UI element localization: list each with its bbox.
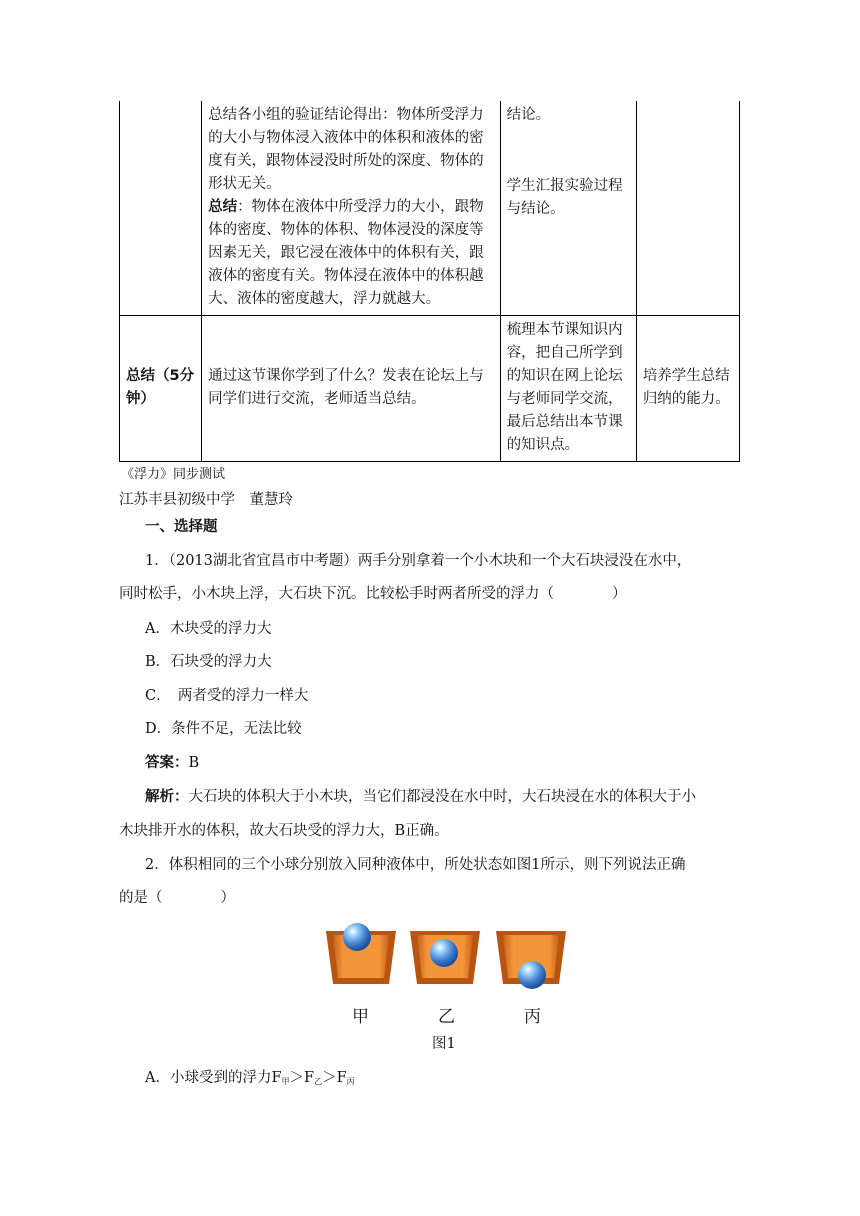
option-b: B．石块受的浮力大 xyxy=(145,654,272,670)
lesson-plan-table xyxy=(119,101,740,462)
ball-bing xyxy=(518,961,546,989)
cup-jia xyxy=(326,923,396,984)
cup-bing xyxy=(496,931,566,989)
subscript-jia: 甲 xyxy=(281,1077,290,1086)
student-activity-line1: 结论。 xyxy=(506,107,551,123)
question-1-line2: 同时松手，小木块上浮，大石块下沉。比较松手时两者所受的浮力（ ） xyxy=(119,586,627,602)
analysis-line1 xyxy=(145,787,696,807)
analysis-line2: 木块排开水的体积，故大石块受的浮力大，B正确。 xyxy=(119,823,449,839)
option-a-compare1: ＞F xyxy=(289,1070,315,1086)
summary-text: ：物体在液体中所受浮力的大小，跟物体的密度、物体的体积、物体浸没的深度等因素无关，跟它浸在液体中的体积有关，跟液体的密度有关。物体浸在液体中的体积越大、液体的密度越大，浮力就越大。 xyxy=(208,199,484,307)
teacher-activity: 通过这节课你学到了什么？发表在论坛上与同学们进行交流，老师适当总结。 xyxy=(202,316,500,462)
answer-label: 答案： xyxy=(145,755,189,771)
answer-line xyxy=(145,753,199,773)
table-cell xyxy=(500,101,636,316)
figure-1 xyxy=(326,920,566,1030)
author-line: 江苏丰县初级中学 董慧玲 xyxy=(119,492,293,508)
table-row xyxy=(120,101,740,316)
question-2-line2: 的是（ ） xyxy=(119,890,235,906)
question-2-option-a xyxy=(145,1068,355,1092)
student-activity-line2: 学生汇报实验过程与结论。 xyxy=(506,178,623,217)
analysis-label: 解析： xyxy=(145,789,189,805)
table-cell xyxy=(120,101,202,316)
option-a-compare2: ＞F xyxy=(322,1070,347,1086)
table-cell xyxy=(202,101,500,316)
table-cell xyxy=(636,101,739,316)
subscript-bing: 丙 xyxy=(346,1077,355,1086)
question-1-line1: 1．（2013湖北省宜昌市中考题）两手分别拿着一个小木块和一个大石块浸没在水中， xyxy=(145,553,692,569)
summary-conclusion xyxy=(208,196,493,311)
stage-label: 总结（5分钟） xyxy=(120,316,202,462)
summary-label: 总结 xyxy=(208,199,238,215)
section-heading: 一、选择题 xyxy=(145,519,218,535)
figure-label-jia: 甲 xyxy=(352,1007,369,1027)
design-intent: 培养学生总结归纳的能力。 xyxy=(636,316,739,462)
student-activity: 梳理本节课知识内容，把自己所学到的知识在网上论坛与老师同学交流，最后总结出本节课的知识点。 xyxy=(500,316,636,462)
question-2-line1: 2．体积相同的三个小球分别放入同种液体中，所处状态如图1所示，则下列说法正确 xyxy=(145,857,686,873)
analysis-text: 大石块的体积大于小木块，当它们都浸没在水中时，大石块浸在水的体积大于小 xyxy=(188,789,696,805)
ball-jia xyxy=(343,923,371,951)
table-row xyxy=(120,316,740,462)
cup-yi xyxy=(410,931,480,984)
ball-yi xyxy=(430,939,458,967)
option-d: D．条件不足，无法比较 xyxy=(145,721,302,737)
option-c: C． 两者受的浮力一样大 xyxy=(145,688,309,704)
figure-label-bing: 丙 xyxy=(524,1007,541,1027)
subscript-yi: 乙 xyxy=(314,1077,323,1086)
figure-caption: 图1 xyxy=(432,1036,456,1052)
summary-paragraph: 总结各小组的验证结论得出：物体所受浮力的大小与物体浸入液体中的体积和液体的密度有关，跟物体浸没时所处的深度、物体的形状无关。 xyxy=(208,107,484,192)
quiz-title: 《浮力》同步测试 xyxy=(121,467,226,482)
answer-value: B xyxy=(188,755,200,771)
figure-label-yi: 乙 xyxy=(438,1007,455,1027)
option-a-text: A．小球受到的浮力F xyxy=(145,1070,282,1086)
option-a: A．木块受的浮力大 xyxy=(145,621,272,637)
